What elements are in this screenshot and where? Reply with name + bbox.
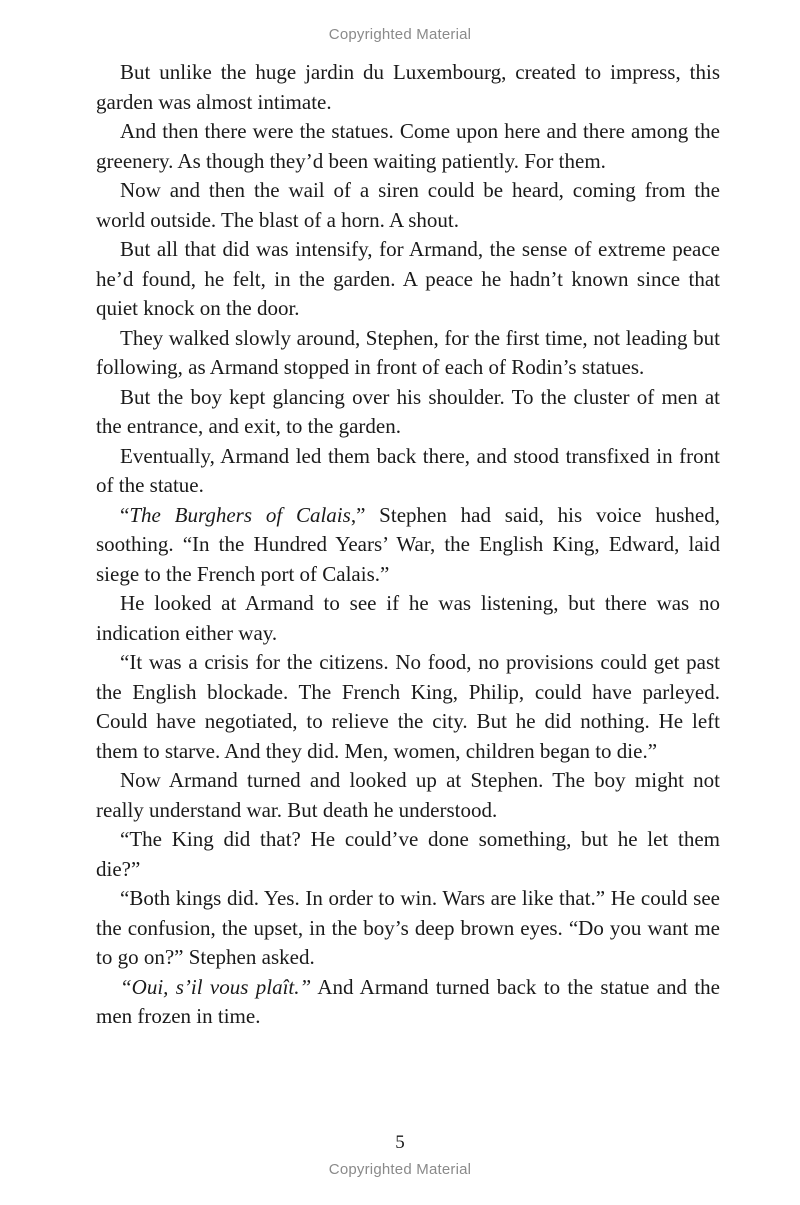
paragraph: Now and then the wail of a siren could be heard, coming from the world outside. The blast of a horn. A shout.: [96, 178, 720, 232]
paragraph-rest: And Armand turned back to the statue and the men frozen in time.: [96, 974, 720, 1028]
copyright-watermark-top: Copyrighted Material: [328, 26, 472, 43]
copyright-watermark-bottom: Copyrighted Material: [328, 1161, 472, 1178]
quote-open: “: [120, 502, 130, 527]
paragraph: [96, 501, 720, 590]
french-quote: “Oui, s’il vous plaît.”: [120, 974, 312, 999]
paragraph: But the boy kept glancing over his shoulder. To the cluster of men at the entrance, and exit, to the garden.: [96, 384, 720, 438]
paragraph: They walked slowly around, Stephen, for the first time, not leading but following, as Armand stopped in front of each of Rodin’s statues.: [96, 325, 720, 379]
paragraph-rest: ,” Stephen had said, his voice hushed, soothing. “In the Hundred Years’ War, the English King, Edward, laid siege to the French port of Calais.”: [96, 502, 720, 586]
paragraph: “It was a crisis for the citizens. No food, no provisions could get past the English blockade. The French King, Philip, could have parleyed. Could have negotiated, to relieve the city. But he did nothing. He left them to starve. And they did. Men, women, children began to die.”: [96, 650, 720, 763]
paragraph: But all that did was intensify, for Armand, the sense of extreme peace he’d found, he felt, in the garden. A peace he hadn’t known since that quiet knock on the door.: [96, 237, 720, 320]
paragraph: And then there were the statues. Come upon here and there among the greenery. As though they’d been waiting patiently. For them.: [96, 119, 720, 173]
paragraph: “Both kings did. Yes. In order to win. Wars are like that.” He could see the confusion, the upset, in the boy’s deep brown eyes. “Do you want me to go on?” Stephen asked.: [96, 886, 720, 969]
statue-title: The Burghers of Calais: [129, 502, 351, 527]
book-page-text: [96, 58, 720, 1032]
paragraph: Now Armand turned and looked up at Stephen. The boy might not really understand war. But death he understood.: [96, 768, 720, 822]
paragraph: Eventually, Armand led them back there, and stood transfixed in front of the statue.: [96, 443, 720, 497]
paragraph: But unlike the huge jardin du Luxembourg, created to impress, this garden was almost intimate.: [96, 60, 720, 114]
paragraph: He looked at Armand to see if he was listening, but there was no indication either way.: [96, 591, 720, 645]
paragraph: [96, 973, 720, 1032]
paragraph: “The King did that? He could’ve done something, but he let them die?”: [96, 827, 720, 881]
page-number: 5: [395, 1132, 405, 1153]
